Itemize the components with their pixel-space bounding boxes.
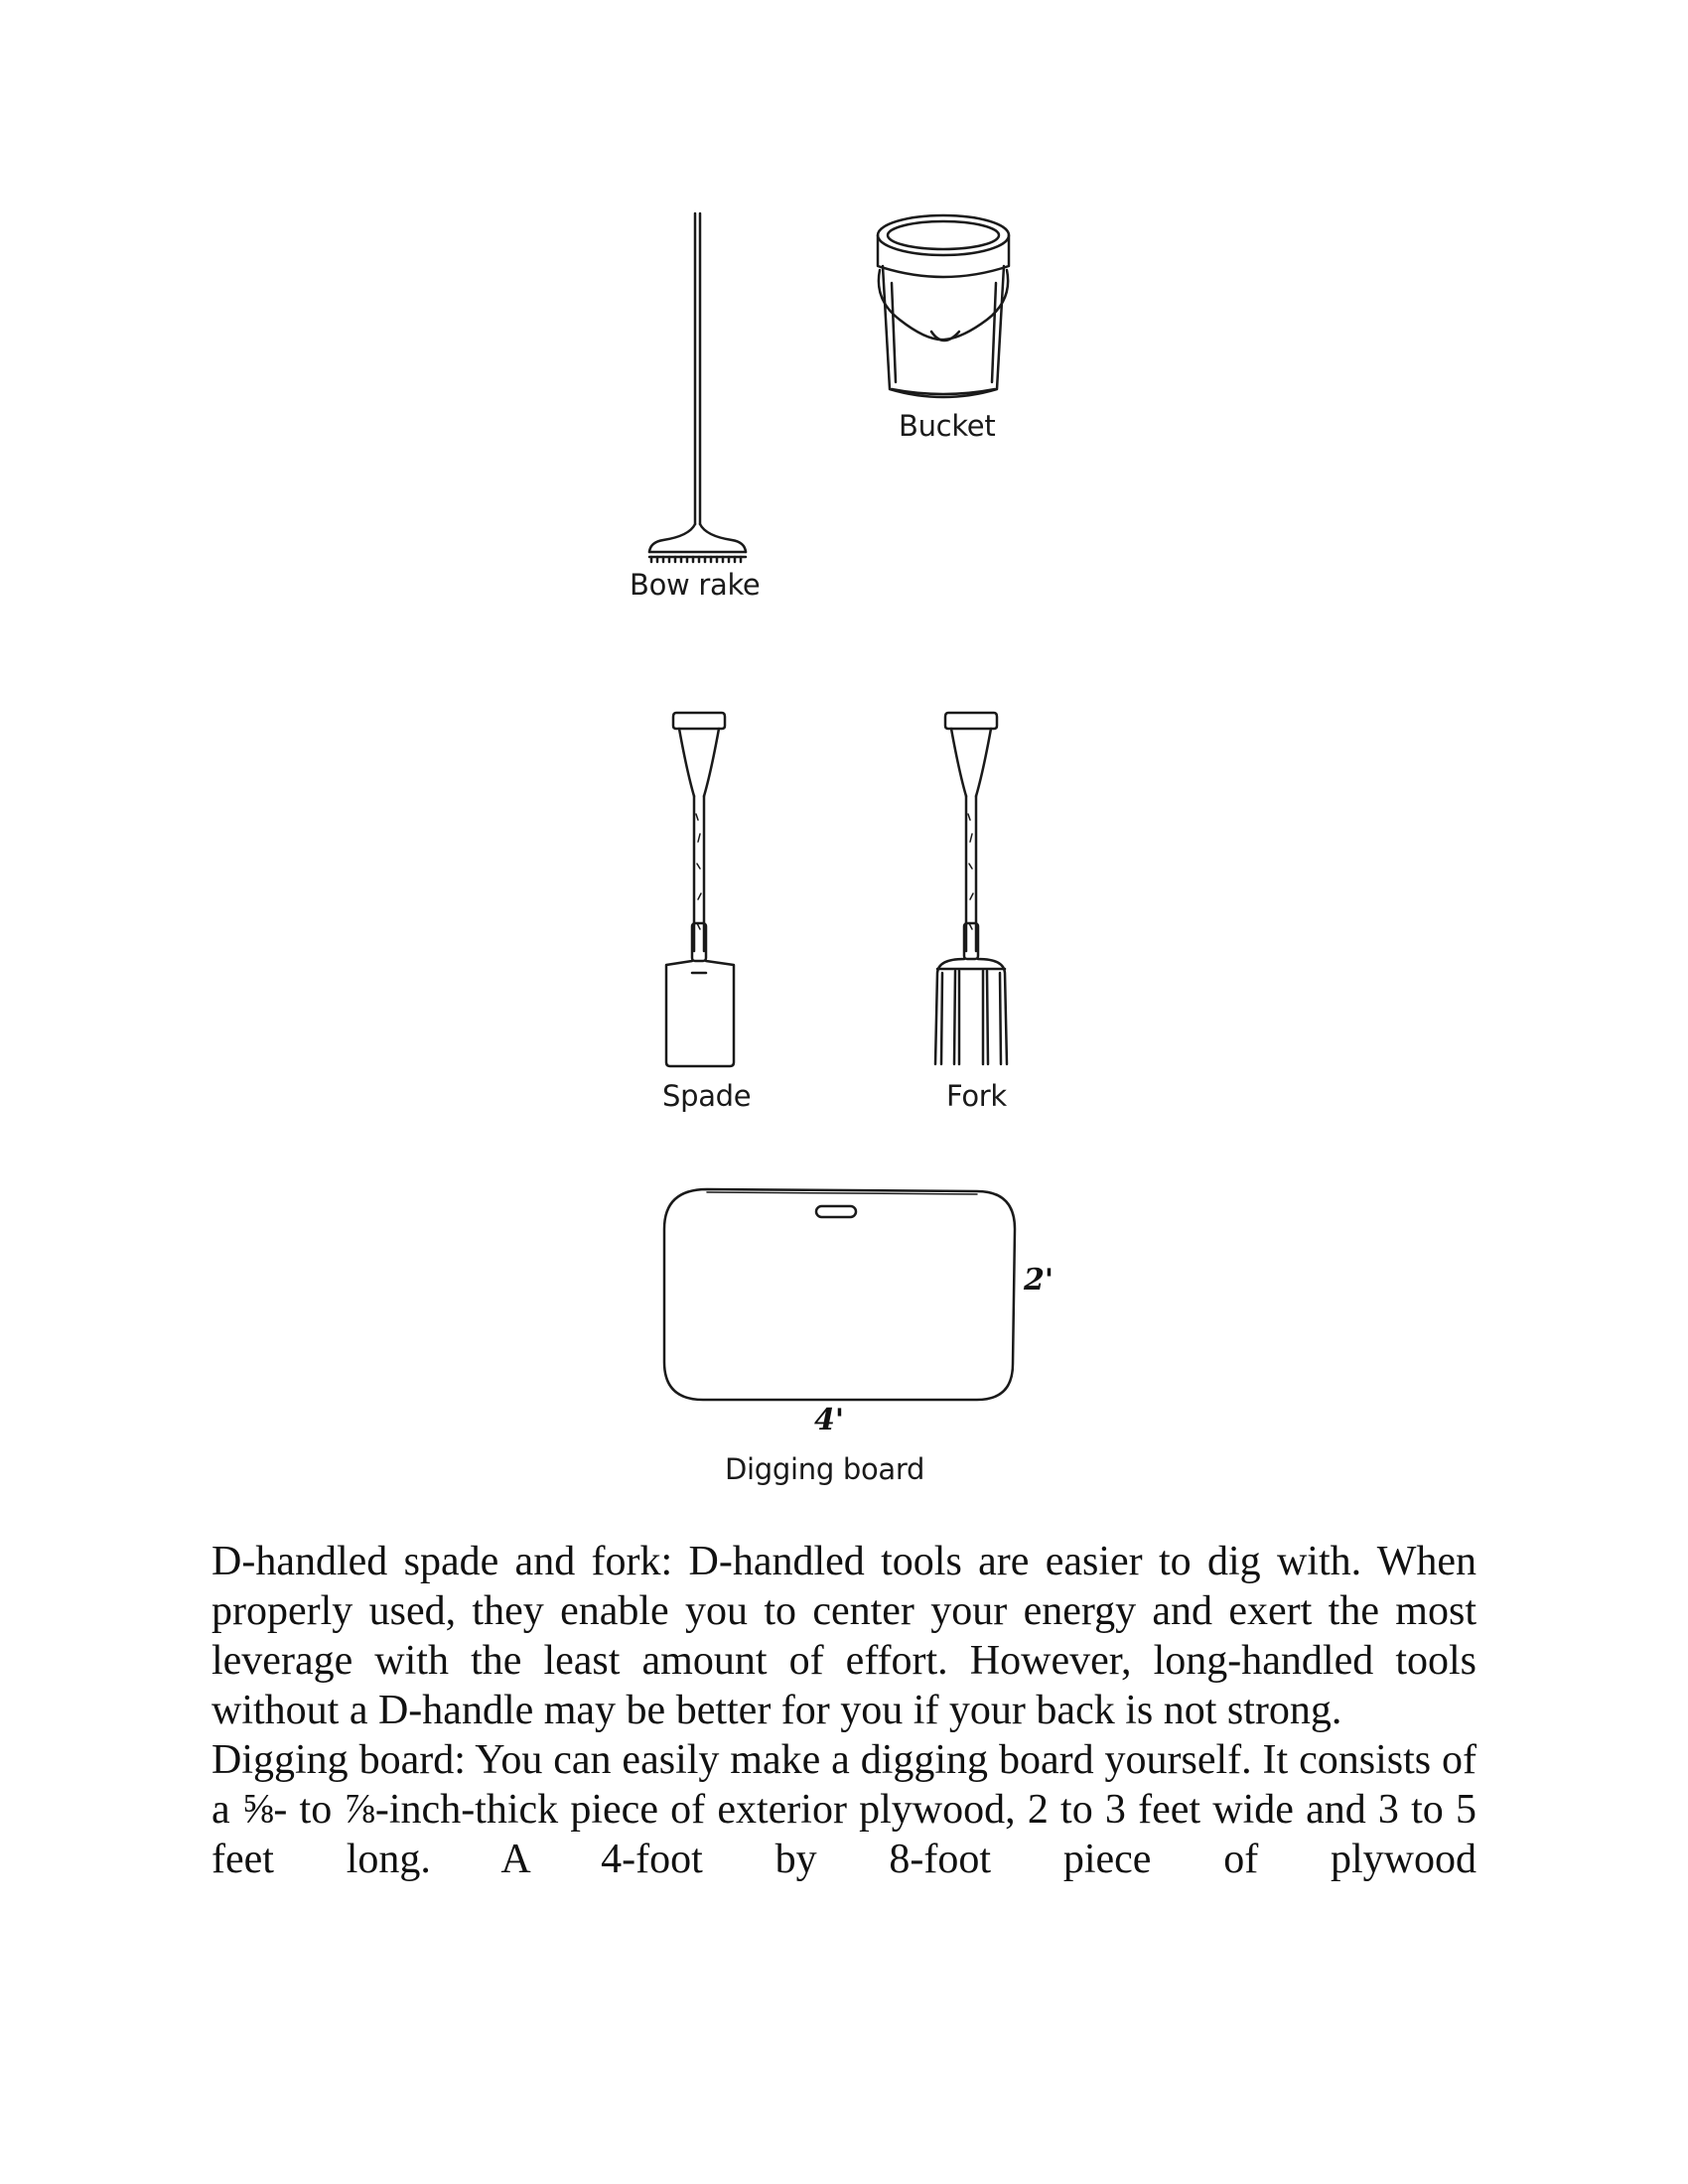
spade-label: Spade [662,1079,752,1113]
bow-rake-label: Bow rake [630,568,761,602]
board-height-dimension: 2' [1024,1263,1055,1297]
paragraph-d-handled-tools: D-handled spade and fork: D-handled tools are easier to dig with. When properly used, they enable you to center your energy and exert the most leverage with the least amount of effort. However, long-handled tools without a D-handle may be better for you if your back is not strong. [211,1539,1477,1733]
bow-rake-icon [649,213,746,562]
spade-icon [666,713,734,1066]
digging-board-icon [664,1189,1015,1400]
paragraph-digging-board: Digging board: You can easily make a digging board yourself. It consists of a ⅝- to ⅞-inch-thick piece of exterior plywood, 2 to 3 feet wide and 3 to 5 feet long. A 4-foot by 8-foot piece of plywood [211,1737,1477,1882]
bucket-icon [878,215,1009,397]
digging-board-label: Digging board [725,1452,925,1486]
fork-label: Fork [946,1079,1007,1113]
board-width-dimension: 4' [814,1403,845,1437]
body-text [211,1537,1477,1884]
fork-icon [935,713,1007,1064]
bucket-label: Bucket [899,409,996,443]
